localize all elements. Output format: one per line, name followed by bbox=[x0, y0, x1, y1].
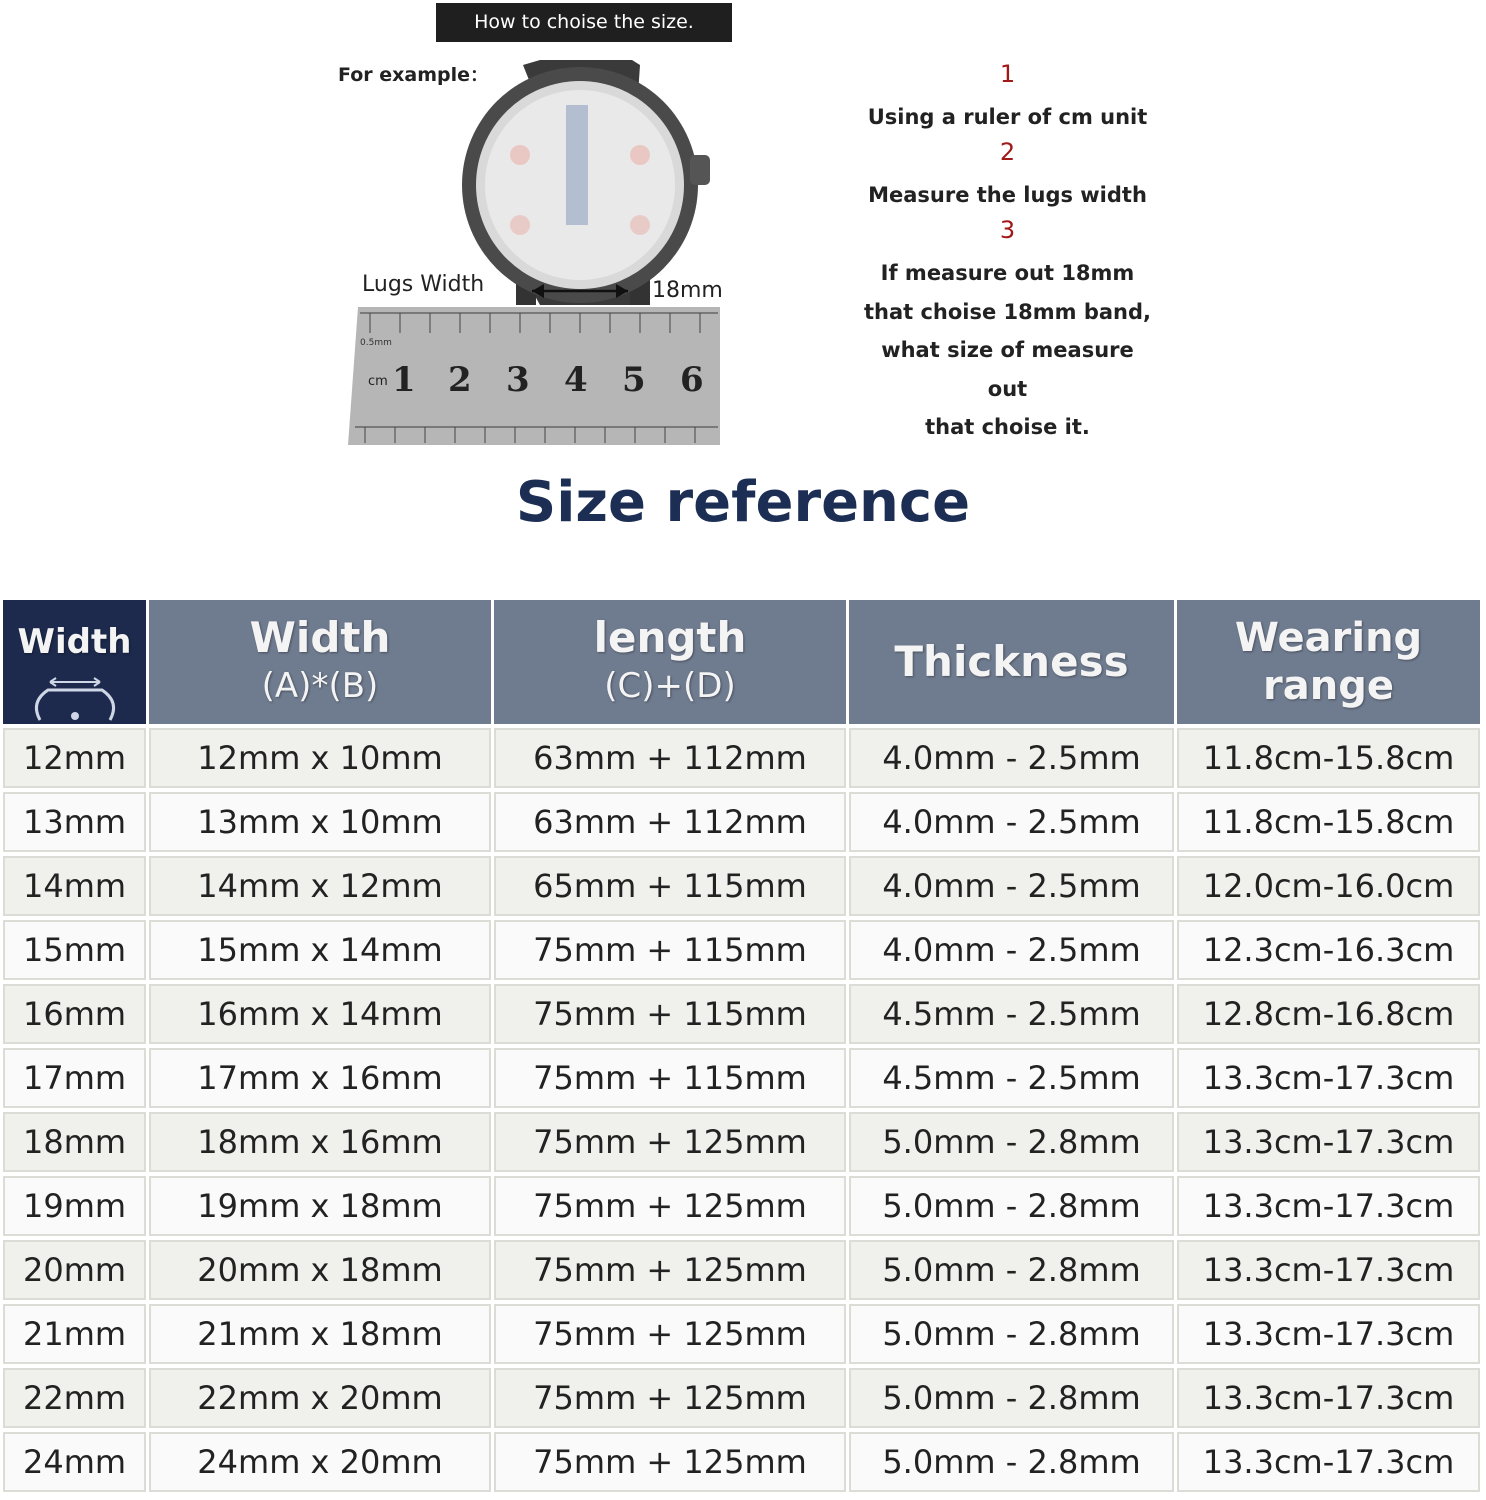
table-cell: 5.0mm - 2.8mm bbox=[849, 1176, 1174, 1236]
table-row bbox=[3, 1240, 1483, 1300]
table-cell: 75mm + 125mm bbox=[494, 1432, 846, 1492]
header-main: length bbox=[593, 613, 747, 662]
table-cell: 13mm x 10mm bbox=[149, 792, 491, 852]
how-to-banner: How to choise the size. bbox=[436, 3, 732, 42]
table-row bbox=[3, 1176, 1483, 1236]
step-text-line: what size of measure out bbox=[881, 338, 1134, 401]
header-main: Width bbox=[249, 613, 391, 662]
watch-band-icon bbox=[20, 672, 130, 722]
table-header-row bbox=[3, 600, 1483, 724]
table-cell: 65mm + 115mm bbox=[494, 856, 846, 916]
table-cell: 75mm + 115mm bbox=[494, 920, 846, 980]
table-cell: 13mm bbox=[3, 792, 146, 852]
table-row bbox=[3, 920, 1483, 980]
table-row bbox=[3, 1368, 1483, 1428]
table-row bbox=[3, 728, 1483, 788]
table-cell: 13.3cm-17.3cm bbox=[1177, 1240, 1480, 1300]
table-cell: 5.0mm - 2.8mm bbox=[849, 1304, 1174, 1364]
table-cell: 75mm + 115mm bbox=[494, 984, 846, 1044]
header-sub: (A)*(B) bbox=[261, 666, 379, 706]
table-cell: 14mm bbox=[3, 856, 146, 916]
header-cell: Width bbox=[17, 622, 132, 662]
table-cell: 13.3cm-17.3cm bbox=[1177, 1432, 1480, 1492]
table-cell: 75mm + 125mm bbox=[494, 1112, 846, 1172]
table-cell: 5.0mm - 2.8mm bbox=[849, 1240, 1174, 1300]
table-cell: 16mm x 14mm bbox=[149, 984, 491, 1044]
table-cell: 12.0cm-16.0cm bbox=[1177, 856, 1480, 916]
step-text: Using a ruler of cm unit bbox=[867, 105, 1148, 129]
step-text-line: that choise 18mm band, bbox=[863, 299, 1152, 324]
table-cell: 12mm bbox=[3, 728, 146, 788]
table-cell: 4.0mm - 2.5mm bbox=[849, 856, 1174, 916]
watch-ruler-illustration bbox=[340, 55, 730, 450]
table-cell: 12mm x 10mm bbox=[149, 728, 491, 788]
table-row bbox=[3, 984, 1483, 1044]
table-cell: 13.3cm-17.3cm bbox=[1177, 1112, 1480, 1172]
table-cell: 19mm bbox=[3, 1176, 146, 1236]
table-cell: 15mm x 14mm bbox=[149, 920, 491, 980]
header-cell bbox=[849, 600, 1174, 724]
table-cell: 5.0mm - 2.8mm bbox=[849, 1368, 1174, 1428]
ruler-number: 4 bbox=[564, 360, 588, 400]
ruler-number: 2 bbox=[448, 360, 472, 400]
table-cell: 75mm + 125mm bbox=[494, 1176, 846, 1236]
table-cell: 20mm x 18mm bbox=[149, 1240, 491, 1300]
table-cell: 24mm x 20mm bbox=[149, 1432, 491, 1492]
table-cell: 16mm bbox=[3, 984, 146, 1044]
step-number: 3 bbox=[999, 216, 1016, 244]
table-cell: 75mm + 115mm bbox=[494, 1048, 846, 1108]
header-sub: (C)+(D) bbox=[604, 666, 736, 706]
table-row bbox=[3, 1304, 1483, 1364]
step-number: 1 bbox=[999, 60, 1016, 88]
header-cell bbox=[494, 600, 846, 724]
step-text-line: If measure out 18mm bbox=[880, 261, 1135, 285]
table-cell: 19mm x 18mm bbox=[149, 1176, 491, 1236]
table-cell: 22mm x 20mm bbox=[149, 1368, 491, 1428]
table-cell: 75mm + 125mm bbox=[494, 1240, 846, 1300]
table-cell: 22mm bbox=[3, 1368, 146, 1428]
header-cell bbox=[149, 600, 491, 724]
measure-label: 18mm bbox=[652, 278, 723, 303]
ruler-number: 1 bbox=[392, 360, 416, 400]
table-row bbox=[3, 1048, 1483, 1108]
ruler-number: 5 bbox=[622, 360, 646, 400]
table-cell: 21mm x 18mm bbox=[149, 1304, 491, 1364]
table-row bbox=[3, 1432, 1483, 1492]
steps-list bbox=[860, 58, 1155, 447]
header-cell bbox=[1177, 600, 1480, 724]
table-cell: 13.3cm-17.3cm bbox=[1177, 1176, 1480, 1236]
size-table bbox=[3, 600, 1483, 1492]
table-row bbox=[3, 792, 1483, 852]
header-main: Thickness bbox=[894, 637, 1129, 686]
size-reference-title: Size reference bbox=[515, 470, 971, 535]
table-cell: 13.3cm-17.3cm bbox=[1177, 1304, 1480, 1364]
table-cell: 63mm + 112mm bbox=[494, 728, 846, 788]
table-cell: 63mm + 112mm bbox=[494, 792, 846, 852]
table-cell: 18mm bbox=[3, 1112, 146, 1172]
ruler-number: 6 bbox=[680, 360, 704, 400]
table-row bbox=[3, 856, 1483, 916]
table-cell: 5.0mm - 2.8mm bbox=[849, 1112, 1174, 1172]
table-cell: 24mm bbox=[3, 1432, 146, 1492]
table-cell: 14mm x 12mm bbox=[149, 856, 491, 916]
lugs-width-label: Lugs Width bbox=[362, 272, 485, 297]
table-cell: 11.8cm-15.8cm bbox=[1177, 728, 1480, 788]
table-cell: 12.3cm-16.3cm bbox=[1177, 920, 1480, 980]
table-cell: 13.3cm-17.3cm bbox=[1177, 1368, 1480, 1428]
table-cell: 15mm bbox=[3, 920, 146, 980]
table-row bbox=[3, 1112, 1483, 1172]
table-cell: 18mm x 16mm bbox=[149, 1112, 491, 1172]
ruler-small-label: 0.5mm bbox=[360, 338, 392, 348]
table-cell: 4.5mm - 2.5mm bbox=[849, 984, 1174, 1044]
table-cell: 75mm + 125mm bbox=[494, 1368, 846, 1428]
table-cell: 17mm x 16mm bbox=[149, 1048, 491, 1108]
table-cell: 20mm bbox=[3, 1240, 146, 1300]
table-cell: 12.8cm-16.8cm bbox=[1177, 984, 1480, 1044]
ruler-unit-label: cm bbox=[368, 374, 388, 389]
header-width-icon bbox=[3, 600, 146, 724]
header-main: Wearing range bbox=[1234, 615, 1423, 709]
table-cell: 17mm bbox=[3, 1048, 146, 1108]
table-cell: 4.5mm - 2.5mm bbox=[849, 1048, 1174, 1108]
step-text: Measure the lugs width bbox=[868, 183, 1147, 207]
table-body bbox=[3, 728, 1483, 1492]
table-cell: 4.0mm - 2.5mm bbox=[849, 792, 1174, 852]
table-cell: 4.0mm - 2.5mm bbox=[849, 920, 1174, 980]
table-cell: 11.8cm-15.8cm bbox=[1177, 792, 1480, 852]
table-cell: 4.0mm - 2.5mm bbox=[849, 728, 1174, 788]
table-cell: 21mm bbox=[3, 1304, 146, 1364]
step-text-line: that choise it. bbox=[925, 415, 1090, 439]
table-cell: 75mm + 125mm bbox=[494, 1304, 846, 1364]
table-cell: 5.0mm - 2.8mm bbox=[849, 1432, 1174, 1492]
example-label: For example： bbox=[338, 64, 490, 86]
step-number: 2 bbox=[999, 138, 1016, 166]
ruler-number: 3 bbox=[506, 360, 530, 400]
table-cell: 13.3cm-17.3cm bbox=[1177, 1048, 1480, 1108]
